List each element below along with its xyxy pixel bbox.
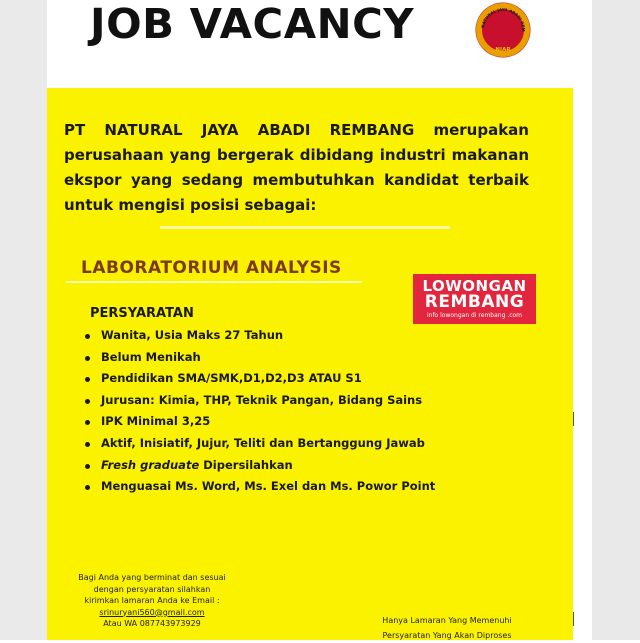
fresh-graduate-italic: Fresh graduate <box>101 457 200 472</box>
position-underline <box>66 281 362 283</box>
list-item: Wanita, Usia Maks 27 Tahun <box>83 328 435 350</box>
note-line-2: Persyaratan Yang Akan Diproses <box>382 631 512 640</box>
page-title: JOB VACANCY <box>90 0 415 48</box>
list-item: IPK Minimal 3,25 <box>83 414 435 436</box>
processing-note <box>372 613 522 643</box>
badge-line-3: info lowongan di rembang .com <box>426 312 523 319</box>
badge-line-2: REMBANG <box>424 292 525 312</box>
note-line-1: Hanya Lamaran Yang Memenuhi <box>382 616 512 625</box>
apply-line-2: dengan persyaratan silahkan <box>93 584 211 594</box>
apply-line-1: Bagi Anda yang berminat dan sesuai <box>78 573 226 582</box>
scrollbar-track[interactable] <box>578 0 592 640</box>
company-logo <box>474 1 532 59</box>
requirements-list <box>83 328 435 501</box>
list-item: Aktif, Inisiatif, Jujur, Teliti dan Bertanggung Jawab <box>83 436 435 458</box>
requirements-heading: PERSYARATAN <box>90 306 194 321</box>
apply-instructions <box>62 572 242 630</box>
company-name: PT NATURAL JAYA ABADI REMBANG <box>64 121 415 139</box>
logo-ring-text: NATURAL JAYA ABADI REM <box>480 6 527 32</box>
list-item <box>83 458 435 480</box>
right-margin <box>592 0 640 640</box>
list-item: Belum Menikah <box>83 350 435 372</box>
position-title: LABORATORIUM ANALYSIS <box>81 258 342 278</box>
intro-paragraph <box>64 118 529 218</box>
left-margin <box>0 0 47 640</box>
watermark-badge <box>413 274 536 324</box>
fresh-graduate-rest: Dipersilahkan <box>199 457 293 472</box>
apply-wa: Atau WA 087743973929 <box>103 619 201 628</box>
list-item: Menguasai Ms. Word, Ms. Exel dan Ms. Powor Point <box>83 479 435 501</box>
list-item: Jurusan: Kimia, THP, Teknik Pangan, Bidang Sains <box>83 393 435 415</box>
list-item: Pendidikan SMA/SMK,D1,D2,D3 ATAU S1 <box>83 371 435 393</box>
logo-abbrev: NJAR <box>495 47 511 53</box>
intro-text: merupakan perusahaan yang bergerak dibidang industri makanan ekspor yang sedang membutuhkan kandidat terbaik untuk mengisi posisi sebagai: <box>64 121 529 214</box>
divider <box>160 226 450 229</box>
badge-line-1: LOWONGAN <box>422 277 527 295</box>
apply-email[interactable]: srinuryani560@gmail.com <box>99 607 205 617</box>
apply-line-3: kirimkan lamaran Anda ke Email : <box>84 596 220 605</box>
